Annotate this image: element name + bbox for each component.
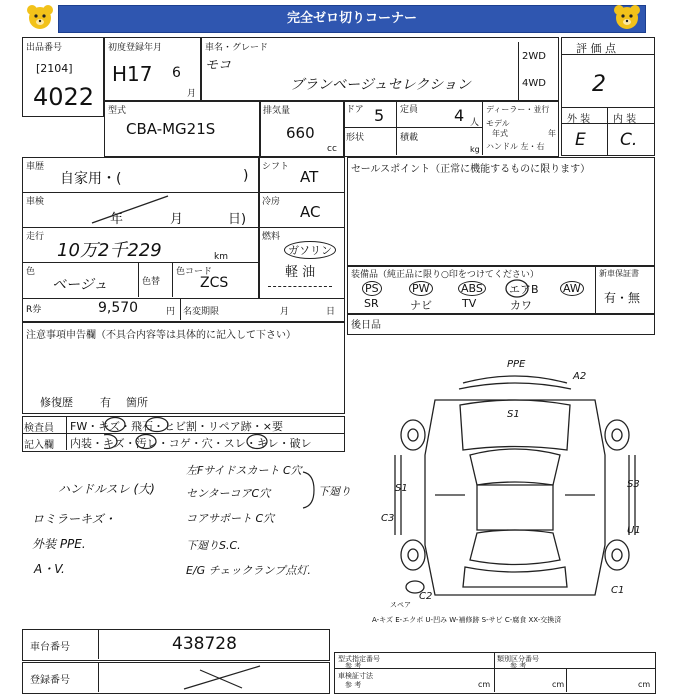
mark-c2: C2 bbox=[419, 591, 433, 602]
load-unit: kg bbox=[470, 145, 480, 154]
equip-ps: PS bbox=[362, 281, 382, 296]
note-right-3: コアサポート C穴 bbox=[186, 512, 275, 525]
ac-value: AC bbox=[300, 203, 321, 221]
inspection-day: 日) bbox=[228, 212, 247, 227]
ref3-label: 参 考 bbox=[345, 681, 362, 689]
equip-leather: カワ bbox=[510, 299, 532, 312]
int-grade: C. bbox=[620, 130, 638, 150]
ext-grade: E bbox=[575, 130, 586, 150]
car-no-value: 438728 bbox=[172, 634, 237, 654]
inspection-strike bbox=[90, 193, 180, 227]
mileage-value: 10万2千229 bbox=[57, 240, 162, 261]
cm-3: cm bbox=[638, 680, 651, 689]
maker: モコ bbox=[205, 58, 232, 73]
equip-pw: PW bbox=[409, 281, 433, 296]
equip-aw: AW bbox=[560, 281, 584, 296]
inspection-label: 車検 bbox=[26, 197, 45, 207]
color-value: ベージュ bbox=[52, 277, 108, 293]
mark-c1: C1 bbox=[611, 585, 625, 596]
seats-value: 4 bbox=[454, 106, 465, 125]
door-value: 5 bbox=[374, 106, 385, 125]
inspector-label: 検査員 bbox=[24, 423, 54, 434]
note-right-1: 左Fサイドスカート C穴 bbox=[186, 464, 302, 477]
note-left-2: ロミラーキズ・ bbox=[32, 512, 116, 526]
equip-navi: ナビ bbox=[410, 299, 432, 312]
writer-items: 内装・キズ・汚レ・コゲ・穴・スレ・キレ・破レ bbox=[70, 437, 312, 450]
equipment-label: 装備品（純正品に限り○印をつけてください） bbox=[351, 270, 539, 280]
handle-label: ハンドル 左・右 bbox=[486, 142, 545, 151]
bracket-mark bbox=[300, 470, 320, 510]
repair-label: 修復歴 bbox=[40, 396, 73, 409]
model-label: 型式 bbox=[108, 106, 127, 116]
shift-label: シフト bbox=[262, 162, 290, 172]
spare-label: スペア bbox=[390, 601, 411, 609]
history-close: ) bbox=[243, 168, 249, 184]
note-right-2: センターコアC穴 bbox=[186, 487, 271, 500]
cm-2: cm bbox=[552, 680, 565, 689]
mark-s3: S3 bbox=[627, 479, 640, 490]
notes-label: 注意事項申告欄（不具合内容等は具体的に記入して下さい） bbox=[26, 330, 296, 341]
color-code: ZCS bbox=[200, 275, 229, 291]
fuel-label: 燃料 bbox=[262, 232, 281, 242]
mark-u1: U1 bbox=[627, 525, 641, 536]
page-header bbox=[58, 5, 646, 33]
airbag-circle bbox=[505, 279, 533, 298]
dealer-label: ディーラー・並行 bbox=[486, 105, 550, 114]
disp-value: 660 bbox=[286, 124, 315, 142]
model-year-label: モデル bbox=[486, 119, 510, 128]
first-reg-month: 6 bbox=[172, 65, 181, 81]
inspector-circles bbox=[104, 416, 344, 450]
lot-label: 出品番号 bbox=[26, 43, 63, 53]
first-reg-label: 初度登録年月 bbox=[108, 43, 163, 53]
equip-sr: SR bbox=[364, 297, 379, 310]
model-ref-label: 型式指定番号 bbox=[338, 655, 380, 663]
history-value: 自家用・( bbox=[60, 171, 122, 187]
cm-1: cm bbox=[478, 680, 491, 689]
note-right-4: 下廻りS.C. bbox=[186, 539, 241, 552]
damage-legend: A-キズ E-エクボ U-凹み W-補修跡 S-サビ C-腐食 XX-交換済 bbox=[372, 616, 562, 624]
note-left-3: 外装 PPE. bbox=[32, 537, 86, 551]
car-damage-diagram bbox=[375, 355, 655, 615]
mileage-label: 走行 bbox=[26, 232, 45, 242]
repair-points: 箇所 bbox=[126, 396, 148, 409]
class-label: 類別区分番号 bbox=[497, 655, 539, 663]
eval-label: 評 価 点 bbox=[576, 42, 616, 55]
bear-mascot-icon bbox=[25, 3, 55, 31]
note-left-1: ハンドルスレ (大) bbox=[58, 482, 155, 496]
car-no-label: 車台番号 bbox=[30, 642, 70, 653]
name-change-day: 日 bbox=[326, 307, 336, 317]
color-label: 色 bbox=[26, 267, 36, 277]
note-left-4: A・V. bbox=[34, 562, 65, 576]
mark-a2: A2 bbox=[573, 371, 587, 382]
int-label: 内 装 bbox=[613, 114, 637, 125]
recycle-unit: 円 bbox=[166, 307, 176, 317]
ext-label: 外 装 bbox=[567, 114, 591, 125]
rear-item-label: 後日品 bbox=[351, 320, 381, 331]
disp-unit: cc bbox=[327, 144, 337, 154]
cert-label: 車検証寸法 bbox=[338, 672, 373, 680]
mark-ppe: PPE bbox=[507, 359, 526, 370]
inspector-items: FW・キズ・飛石・ヒビ割・リペア跡・×要 bbox=[70, 420, 283, 433]
seats-unit: 人 bbox=[470, 118, 480, 128]
ref-table bbox=[334, 652, 656, 694]
recycle-value: 9,570 bbox=[98, 300, 139, 316]
label-4wd: 4WD bbox=[522, 78, 546, 89]
ref-label: 参 考 bbox=[345, 662, 362, 670]
recycle-label: R券 bbox=[26, 305, 42, 315]
repair-value: 有 bbox=[100, 396, 111, 409]
fuel-gas-circled: ガソリン bbox=[284, 241, 336, 259]
writer-label: 記入欄 bbox=[24, 440, 54, 451]
name-change-label: 名変期限 bbox=[183, 307, 220, 317]
model-value: CBA-MG21S bbox=[126, 120, 216, 138]
note-right-5: E/G チェックランプ点灯. bbox=[186, 564, 311, 577]
equip-tv: TV bbox=[462, 297, 477, 310]
seats-label: 定員 bbox=[400, 105, 419, 115]
color-tone-label: 色替 bbox=[142, 277, 161, 287]
ac-label: 冷房 bbox=[262, 197, 281, 207]
equip-airbag: エアB bbox=[509, 283, 539, 296]
label-2wd: 2WD bbox=[522, 51, 546, 62]
lot-number: 4022 bbox=[33, 83, 95, 111]
lot-small: [2104] bbox=[36, 62, 73, 75]
year-label: 年式 bbox=[492, 129, 508, 138]
shape-label: 形状 bbox=[346, 133, 365, 143]
first-reg-month-unit: 月 bbox=[187, 89, 197, 99]
note-right-6: 下廻り bbox=[318, 485, 351, 498]
inspection-year: 年 bbox=[110, 212, 124, 227]
disp-label: 排気量 bbox=[263, 106, 291, 116]
grade: ブランベージュセレクション bbox=[290, 77, 471, 93]
shift-value: AT bbox=[300, 168, 319, 186]
fuel-diesel: 軽 油 bbox=[285, 265, 316, 280]
first-reg-year: H17 bbox=[112, 62, 153, 86]
mark-s1-hood: S1 bbox=[507, 409, 520, 420]
ref2-label: 参 考 bbox=[510, 662, 527, 670]
bear-mascot-icon bbox=[612, 3, 642, 31]
inspection-month: 月 bbox=[170, 212, 184, 227]
rear-item-box bbox=[347, 313, 655, 335]
mileage-unit: km bbox=[214, 252, 228, 262]
mark-c3: C3 bbox=[381, 513, 395, 524]
color-code-label: 色コード bbox=[176, 267, 213, 277]
warranty-label: 新車保証書 bbox=[599, 269, 639, 278]
name-grade-label: 車名・グレード bbox=[205, 43, 269, 53]
door-label: ドア bbox=[346, 105, 364, 115]
mark-s1-left: S1 bbox=[395, 483, 408, 494]
load-label: 積載 bbox=[400, 133, 419, 143]
sales-point-label: セールスポイント（正常に機能するものに限ります） bbox=[351, 164, 591, 175]
warranty-value: 有・無 bbox=[604, 291, 641, 305]
name-change-month: 月 bbox=[280, 307, 290, 317]
history-label: 車歴 bbox=[26, 162, 45, 172]
eval-score: 2 bbox=[592, 72, 606, 97]
equip-abs: ABS bbox=[458, 281, 486, 296]
page-title: 完全ゼロ切りコーナー bbox=[286, 11, 417, 26]
reg-no-strike bbox=[180, 662, 270, 692]
year-unit: 年 bbox=[548, 129, 556, 138]
reg-no-label: 登録番号 bbox=[30, 675, 70, 686]
